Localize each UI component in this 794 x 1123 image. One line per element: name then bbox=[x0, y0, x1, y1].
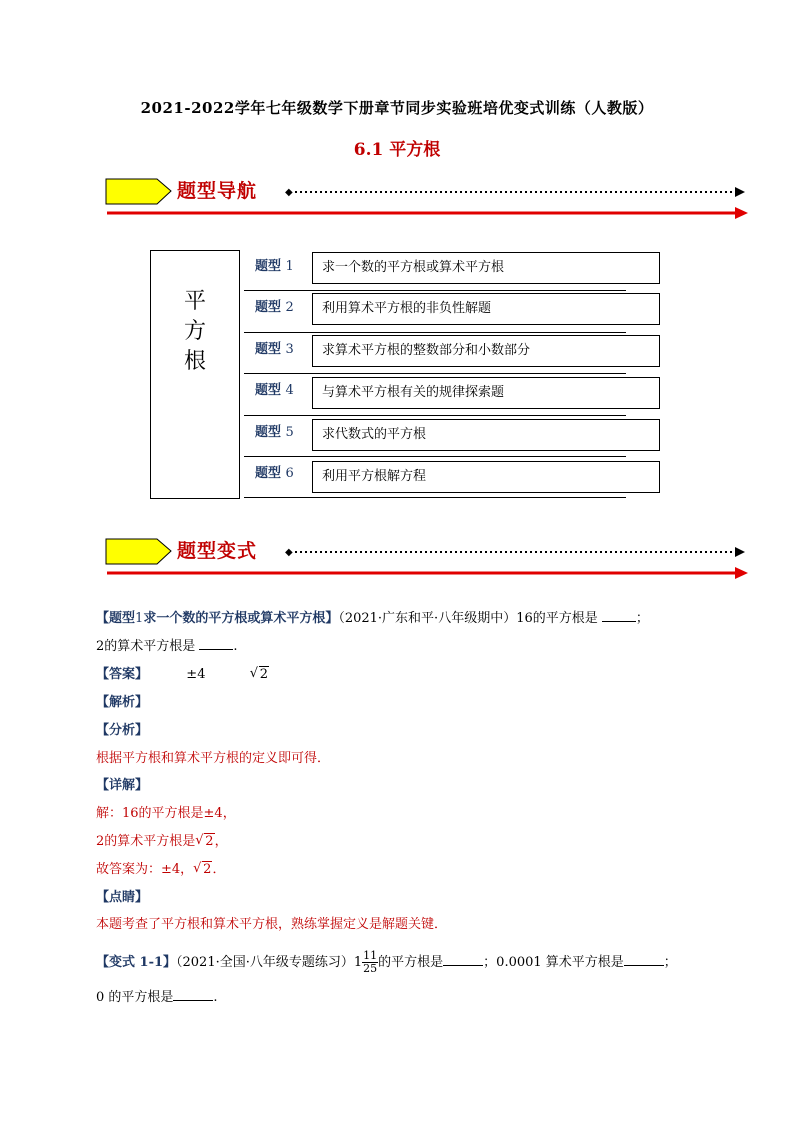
nav-item-label-2: 题型 2 bbox=[255, 300, 294, 315]
topic-box bbox=[150, 250, 240, 499]
answer-row: 【答案】 ±4 √ 2 bbox=[96, 665, 269, 685]
section-banner-variants bbox=[105, 536, 755, 580]
xiangjie-line-3: 故答案为：±4，√ 2． bbox=[96, 860, 225, 880]
nav-divider-6 bbox=[244, 497, 626, 498]
svg-text:◆: ◆ bbox=[285, 187, 293, 198]
dianjing-text: 本题考查了平方根和算术平方根，熟练掌握定义是解题关键． bbox=[96, 917, 448, 932]
variant-blank-3[interactable] bbox=[173, 988, 213, 1001]
nav-item-label-1: 题型 1 bbox=[255, 259, 294, 274]
answer-value-2: √ 2 bbox=[250, 665, 269, 685]
variant-blank-2[interactable] bbox=[624, 953, 664, 966]
answer-value-1: ±4 bbox=[186, 667, 206, 682]
nav-item-box-5: 求代数式的平方根 bbox=[312, 419, 660, 451]
banner-label-navigation: 题型导航 bbox=[177, 180, 258, 202]
dianjing-label: 【点睛】 bbox=[96, 890, 149, 905]
document-title: 2021-2022学年七年级数学下册章节同步实验班培优变式训练（人教版） bbox=[140, 99, 654, 117]
nav-divider-2 bbox=[244, 332, 626, 333]
nav-item-label-5: 题型 5 bbox=[255, 425, 294, 440]
xiangjie-label: 【详解】 bbox=[96, 778, 149, 793]
fenxi-label: 【分析】 bbox=[96, 723, 149, 738]
xiangjie-line-1: 解：16的平方根是±4， bbox=[96, 806, 236, 821]
nav-divider-5 bbox=[244, 456, 626, 457]
nav-item-label-3: 题型 3 bbox=[255, 342, 294, 357]
nav-item-box-6: 利用平方根解方程 bbox=[312, 461, 660, 493]
nav-item-box-4: 与算术平方根有关的规律探索题 bbox=[312, 377, 660, 409]
variant-1-1-line2: 0 的平方根是 . bbox=[96, 990, 218, 1005]
nav-divider-1 bbox=[244, 290, 626, 291]
topic-box-text: 平 方 根 bbox=[183, 289, 206, 374]
nav-divider-4 bbox=[244, 415, 626, 416]
variant-blank-1[interactable] bbox=[443, 953, 483, 966]
answer-blank-2[interactable] bbox=[199, 637, 233, 650]
fenxi-text: 根据平方根和算术平方根的定义即可得． bbox=[96, 751, 331, 766]
nav-divider-3 bbox=[244, 373, 626, 374]
nav-item-box-1: 求一个数的平方根或算术平方根 bbox=[312, 252, 660, 284]
document-subtitle: 6.1 平方根 bbox=[353, 140, 441, 160]
section-banner-navigation bbox=[105, 176, 755, 220]
nav-item-box-2: 利用算术平方根的非负性解题 bbox=[312, 293, 660, 325]
variant-1-1: 【变式 1-1】（2021·全国·八年级专题练习）1 $\frac{11}{25}$ 的平方根是 ；0.0001 算术平方根是 ； bbox=[96, 949, 677, 975]
nav-item-box-3: 求算术平方根的整数部分和小数部分 bbox=[312, 335, 660, 367]
nav-item-label-4: 题型 4 bbox=[255, 383, 294, 398]
nav-item-label-6: 题型 6 bbox=[255, 466, 294, 481]
fraction-11-25: $\frac{11}{25}$ bbox=[363, 949, 378, 975]
svg-text:◆: ◆ bbox=[285, 547, 293, 558]
answer-blank-1[interactable] bbox=[602, 609, 636, 622]
question-1-line2: 2的算术平方根是 . bbox=[96, 639, 238, 654]
xiangjie-line-2: 2的算术平方根是√ 2， bbox=[96, 832, 228, 852]
jiexi-label: 【解析】 bbox=[96, 695, 149, 710]
banner-label-variants: 题型变式 bbox=[177, 540, 258, 562]
question-1: 【题型1求一个数的平方根或算术平方根】（2021·广东和平·八年级期中）16的平方根是 ； bbox=[96, 611, 649, 626]
